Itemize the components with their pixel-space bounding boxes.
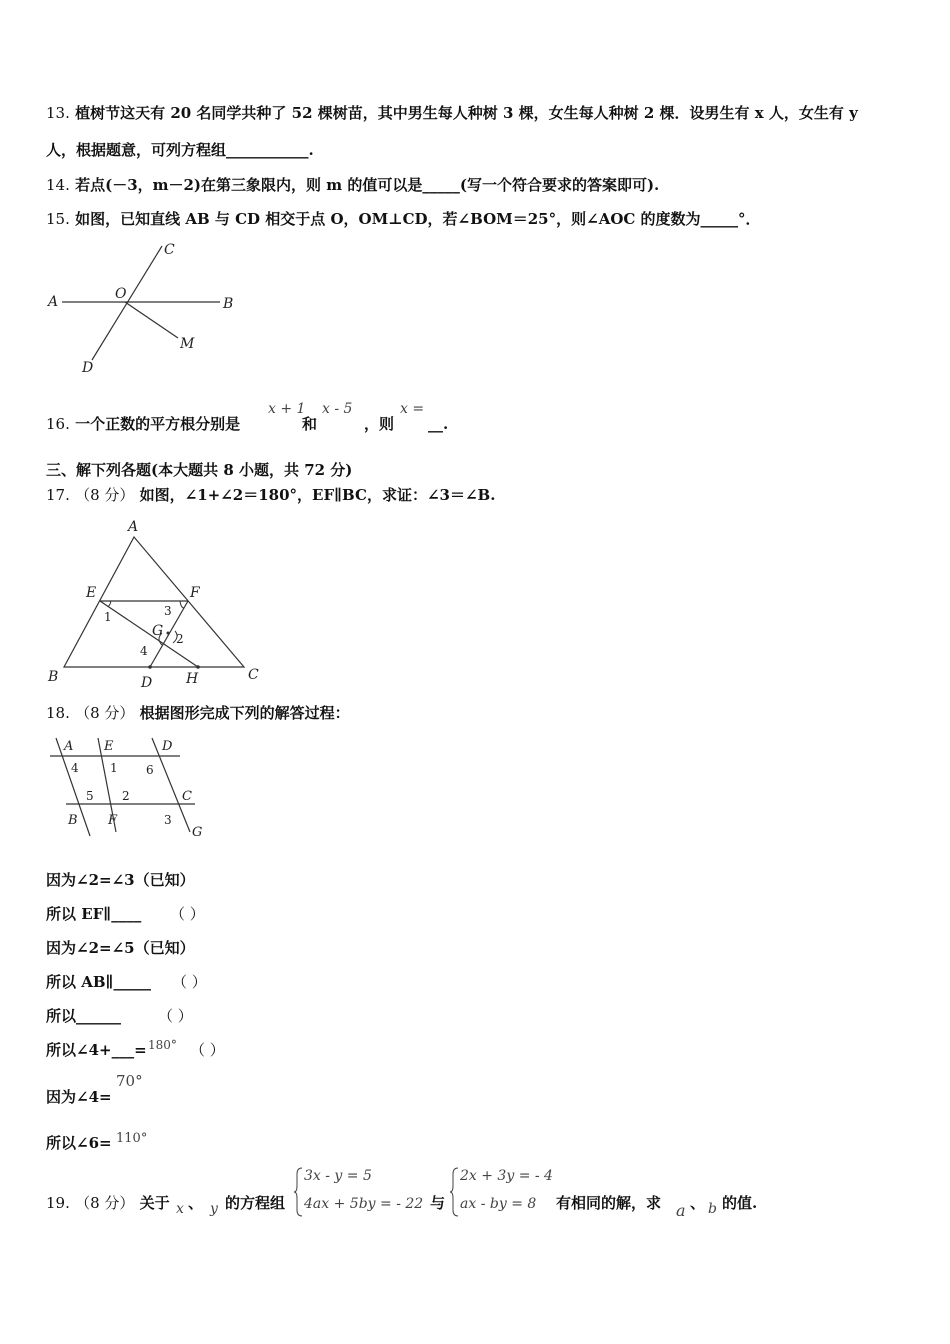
triangle-abc [64, 537, 244, 667]
q13-text-line1: 植树节这天有 20 名同学共种了 52 棵树苗，其中男生每人种树 3 棵，女生每人种树 2 棵．设男生有 x 人，女生有 y [75, 104, 858, 122]
q19-sys1-eq1: 3x - y = 5 [304, 1168, 372, 1184]
label-c: C [248, 667, 259, 683]
label-e: E [104, 739, 114, 754]
q18-step-2-reason: （ ） [170, 905, 205, 923]
label-f: F [108, 813, 118, 828]
angle-label-1: 1 [110, 761, 118, 775]
q19-brace-2 [450, 1166, 460, 1218]
label-d: D [82, 360, 94, 376]
q19-mid1: 的方程组 [225, 1194, 286, 1212]
q17-score: （8 分） [75, 486, 135, 504]
label-g: G [152, 623, 164, 639]
q18-step-5: 所以______ [46, 1007, 122, 1025]
q19-brace-1 [294, 1166, 304, 1218]
q18-step-2: 所以 EF∥____ [46, 905, 142, 923]
label-m: M [180, 336, 195, 352]
q19-score: （8 分） [75, 1194, 135, 1212]
label-b: B [48, 669, 59, 685]
q18-score: （8 分） [75, 704, 135, 722]
angle-label-1: 1 [104, 610, 112, 624]
angle-label-4: 4 [71, 761, 79, 775]
q17-text: 如图，∠1+∠2＝180°，EF∥BC，求证：∠3＝∠B. [139, 486, 496, 504]
q14-text: 若点(－3，m－2)在第三象限内，则 m 的值可以是_____(写一个符合要求的答案即可). [75, 176, 660, 194]
q18-step-1: 因为∠2=∠3（已知） [46, 871, 195, 889]
section-3-title: 三、解下列各题(本大题共 8 小题，共 72 分) [46, 461, 353, 479]
angle-label-3: 3 [164, 813, 172, 827]
q18-step-7: 因为∠4= [46, 1088, 112, 1106]
q15-figure [40, 238, 250, 378]
q18-step-6-math: 180° [148, 1038, 177, 1052]
label-a: A [128, 519, 139, 535]
q16 [46, 414, 240, 434]
label-f: F [190, 585, 200, 601]
q19-var-x: x [176, 1201, 184, 1217]
label-a: A [48, 294, 59, 310]
q16-expr1: x + 1 [268, 401, 306, 417]
arc-3 [180, 601, 184, 608]
q18-number: 18. [46, 704, 70, 722]
q19-sep: 、 [188, 1194, 204, 1212]
label-d: D [141, 675, 153, 690]
q18-step-5-reason: （ ） [158, 1007, 193, 1025]
q19-var-a: a [676, 1201, 686, 1220]
q14-number: 14. [46, 176, 70, 194]
angle-label-2: 2 [176, 632, 184, 646]
q17 [46, 485, 495, 505]
q19-pre: 关于 [139, 1194, 170, 1212]
angle-label-4: 4 [140, 644, 148, 658]
q16-expr2: x - 5 [322, 401, 353, 417]
q16-pre: 一个正数的平方根分别是 [75, 415, 241, 433]
q19-var-y: y [210, 1201, 218, 1217]
q19-number: 19. [46, 1194, 70, 1212]
q19-var-b: b [708, 1201, 717, 1217]
q18-figure [40, 732, 220, 844]
q19 [46, 1193, 170, 1213]
q18-text: 根据图形完成下列的解答过程： [139, 704, 350, 722]
point-d [148, 665, 152, 669]
q19-sys2-eq2: ax - by = 8 [460, 1196, 537, 1212]
q18-step-4-reason: （ ） [172, 973, 207, 991]
q16-mid: 和 [302, 415, 318, 433]
angle-label-6: 6 [146, 763, 154, 777]
point-g [167, 632, 170, 635]
q13-number: 13. [46, 104, 70, 122]
q13-text-line2: 人，根据题意，可列方程组___________. [46, 141, 314, 159]
q13-line1 [46, 103, 858, 123]
q19-sep2: 、 [690, 1194, 706, 1212]
label-h: H [186, 671, 199, 687]
q18-step-6-reason: （ ） [190, 1041, 225, 1059]
q15-number: 15. [46, 210, 70, 228]
label-e: E [86, 585, 97, 601]
label-g: G [192, 825, 203, 840]
q16-expr3: x = [400, 401, 425, 417]
angle-label-5: 5 [86, 789, 94, 803]
q18 [46, 703, 350, 723]
q19-end: 的值. [722, 1194, 758, 1212]
ray-om [125, 302, 178, 338]
q16-post: ，则 [364, 415, 395, 433]
label-b: B [68, 813, 78, 828]
q17-figure [40, 515, 270, 690]
q14 [46, 175, 659, 195]
q19-sys1-eq2: 4ax + 5by = - 22 [304, 1196, 424, 1212]
label-d: D [162, 739, 173, 754]
label-b: B [223, 296, 234, 312]
label-a: A [64, 739, 74, 754]
q16-number: 16. [46, 415, 70, 433]
q18-step-6: 所以∠4+___= [46, 1041, 147, 1059]
angle-label-2: 2 [122, 789, 130, 803]
q18-step-3: 因为∠2=∠5（已知） [46, 939, 195, 957]
label-c: C [182, 789, 192, 804]
q19-mid3: 有相同的解，求 [556, 1194, 662, 1212]
q15 [46, 209, 761, 229]
label-c: C [164, 242, 175, 258]
point-h [196, 665, 200, 669]
q18-step-8: 所以∠6= [46, 1134, 112, 1152]
angle-label-3: 3 [164, 604, 172, 618]
q15-text: 如图，已知直线 AB 与 CD 相交于点 O，OM⊥CD，若∠BOM＝25°，则∠AOC 的度数为_____°． [75, 210, 761, 228]
q19-mid2: 与 [430, 1194, 446, 1212]
q18-step-7-math: 70° [116, 1072, 143, 1090]
q16-end: __. [428, 415, 449, 433]
label-o: O [115, 286, 127, 302]
q18-step-4: 所以 AB∥_____ [46, 973, 151, 991]
q17-number: 17. [46, 486, 70, 504]
q19-sys2-eq1: 2x + 3y = - 4 [460, 1168, 553, 1184]
q18-step-8-math: 110° [116, 1131, 148, 1146]
arc-1 [108, 601, 111, 607]
